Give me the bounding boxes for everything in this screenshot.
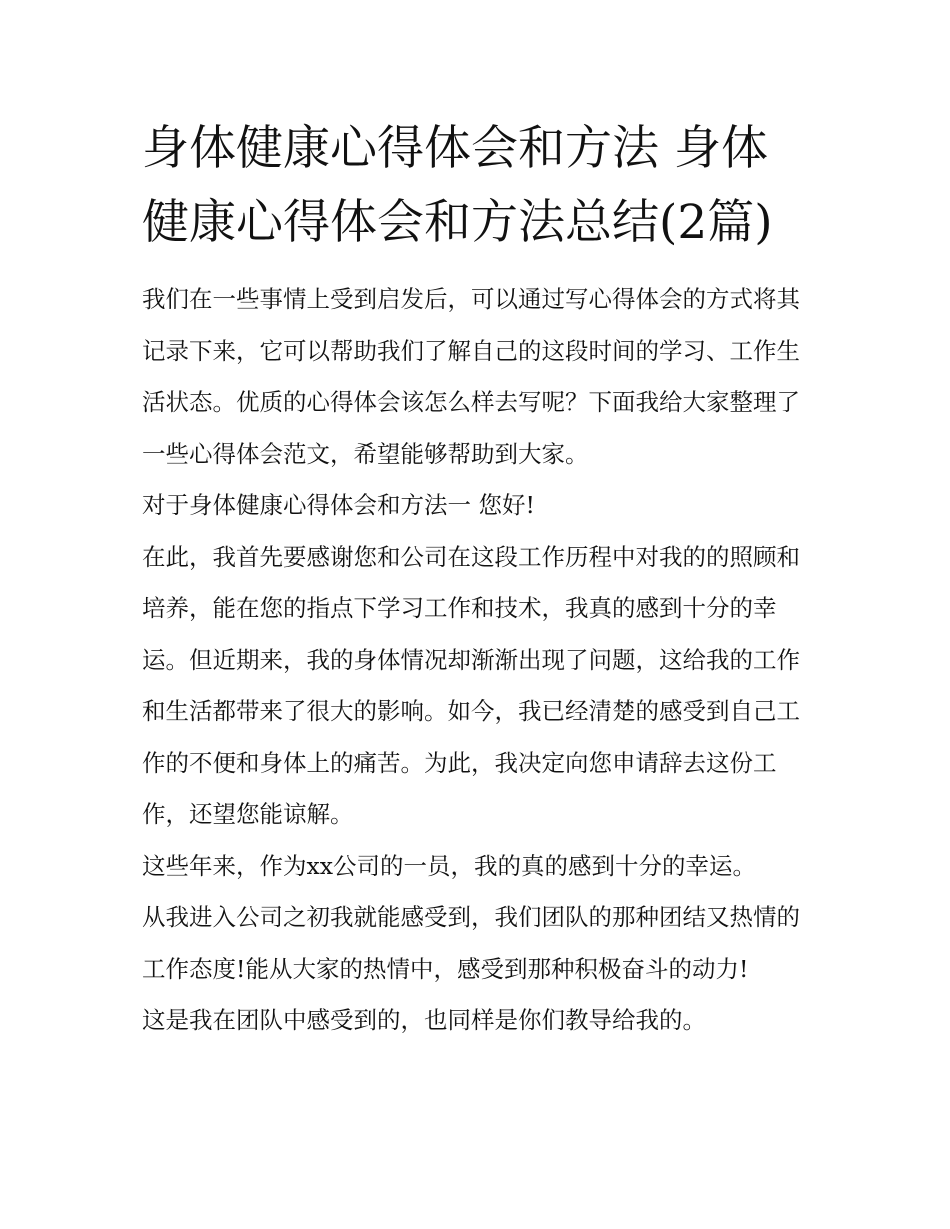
- body-paragraph: 在此，我首先要感谢您和公司在这段工作历程中对我的的照顾和培养，能在您的指点下学习工作和技术，我真的感到十分的幸运。但近期来，我的身体情况却渐渐出现了问题，这给我的工作和生活都带来了很大的影响。如今，我已经清楚的感受到自己工作的不便和身体上的痛苦。为此，我决定向您申请辞去这份工作，还望您能谅解。: [142, 542, 800, 828]
- body-paragraph: 从我进入公司之初我就能感受到，我们团队的那种团结又热情的工作态度!能从大家的热情中，感受到那种积极奋斗的动力!: [142, 903, 800, 983]
- intro-paragraph: 我们在一些事情上受到启发后，可以通过写心得体会的方式将其记录下来，它可以帮助我们了解自己的这段时间的学习、工作生活状态。优质的心得体会该怎么样去写呢？下面我给大家整理了一些心得体会范文，希望能够帮助到大家。: [142, 285, 800, 468]
- body-paragraph: 这些年来，作为xx公司的一员，我的真的感到十分的幸运。: [142, 851, 757, 880]
- section-heading-paragraph: 对于身体健康心得体会和方法一 您好!: [142, 491, 535, 519]
- document-body: [142, 274, 814, 1047]
- document-title: 身体健康心得体会和方法 身体健康心得体会和方法总结(2篇): [142, 121, 773, 250]
- document-page: [142, 112, 814, 1047]
- body-paragraph: 这是我在团队中感受到的，也同样是你们教导给我的。: [142, 1006, 706, 1034]
